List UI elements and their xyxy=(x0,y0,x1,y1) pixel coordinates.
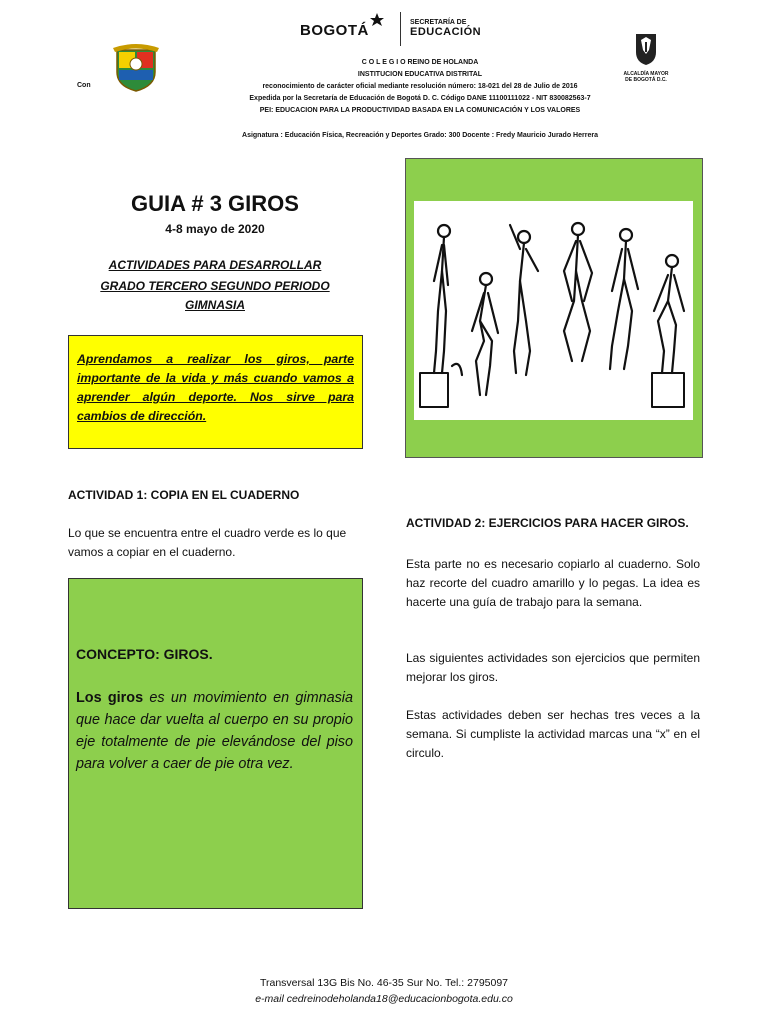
concept-body: es un movimiento en gimnasia que hace dar vuelta al cuerpo en su propio eje totalmente de pie elevándose del piso para volver a caer de pie otra vez. xyxy=(76,690,353,772)
alcaldia-logo xyxy=(622,32,670,88)
gymnastics-jump-illustration xyxy=(414,201,693,420)
school-crest-icon xyxy=(113,42,159,92)
activity1-title: ACTIVIDAD 1: COPIA EN EL CUADERNO xyxy=(68,488,300,502)
activities-line2: GRADO TERCERO SEGUNDO PERIODO xyxy=(100,279,330,293)
pei-line: PEI: EDUCACION PARA LA PRODUCTIVIDAD BASADA EN LA COMUNICACIÓN Y LOS VALORES xyxy=(259,107,581,114)
activity1-text: Lo que se encuentra entre el cuadro verde es lo que vamos a copiar en el cuaderno. xyxy=(68,526,347,559)
concept-green-box xyxy=(68,578,363,909)
bogota-wordmark: BOGOTÁ xyxy=(300,22,369,39)
footer-email: e-mail cedreinodeholanda18@educacionbogota.edu.co xyxy=(255,993,513,1005)
intro-text: Aprendamos a realizar los giros, parte importante de la vida y más cuando vamos a aprender algún deporte. Nos sirve para cambios de dirección. xyxy=(77,352,354,423)
star-icon xyxy=(366,12,388,28)
activity2-title: ACTIVIDAD 2: EJERCICIOS PARA HACER GIROS. xyxy=(406,516,689,530)
bogota-logo xyxy=(300,22,400,44)
school-name: C O L E G I O REINO DE HOLANDA xyxy=(361,59,479,66)
concept-lead: Los giros xyxy=(76,690,144,706)
left-fragment: Con xyxy=(77,82,91,89)
secretaria-line1: SECRETARÍA DE xyxy=(410,19,467,26)
subject-line: Asignatura : Educación Física, Recreación y Deportes Grado: 300 Docente : Fredy Mauricio Jurado Herrera xyxy=(242,132,598,139)
intro-yellow-box xyxy=(68,335,363,449)
activity2-para1: Esta parte no es necesario copiarlo al cuaderno. Solo haz recorte del cuadro amarillo y lo pegas. La idea es hacerte una guía de trabajo para la semana. xyxy=(406,557,700,609)
secretaria-line2: EDUCACIÓN xyxy=(410,26,482,38)
recognition-line: reconocimiento de carácter oficial mediante resolución número: 18-021 del 28 de Julio de 2016 xyxy=(262,83,578,90)
footer-address: Transversal 13G Bis No. 46-35 Sur No. Tel.: 2795097 xyxy=(259,977,509,989)
activity2-para3: Estas actividades deben ser hechas tres veces a la semana. Si cumpliste la actividad marcas una “x” en el circulo. xyxy=(406,708,700,760)
alcaldia-line2: DE BOGOTÁ D.C. xyxy=(625,77,667,83)
concept-heading: CONCEPTO: GIROS. xyxy=(76,646,213,662)
expedida-line: Expedida por la Secretaría de Educación de Bogotá D. C. Código DANE 11100111022 - NIT 830082563-7 xyxy=(249,95,591,102)
coat-of-arms-icon xyxy=(634,32,658,66)
activities-line3: GIMNASIA xyxy=(185,298,245,312)
activities-line1: ACTIVIDADES PARA DESARROLLAR xyxy=(108,258,322,272)
guide-title: GUIA # 3 GIROS xyxy=(131,191,299,216)
guide-date: 4-8 mayo de 2020 xyxy=(165,222,265,236)
activity2-para2: Las siguientes actividades son ejercicios que permiten mejorar los giros. xyxy=(406,651,700,684)
institution-name: INSTITUCION EDUCATIVA DISTRITAL xyxy=(357,71,483,78)
logo-divider xyxy=(400,12,401,46)
concept-text xyxy=(76,687,353,775)
secretaria-logo xyxy=(410,19,481,38)
alcaldia-line1: ALCALDÍA MAYOR xyxy=(623,71,669,77)
